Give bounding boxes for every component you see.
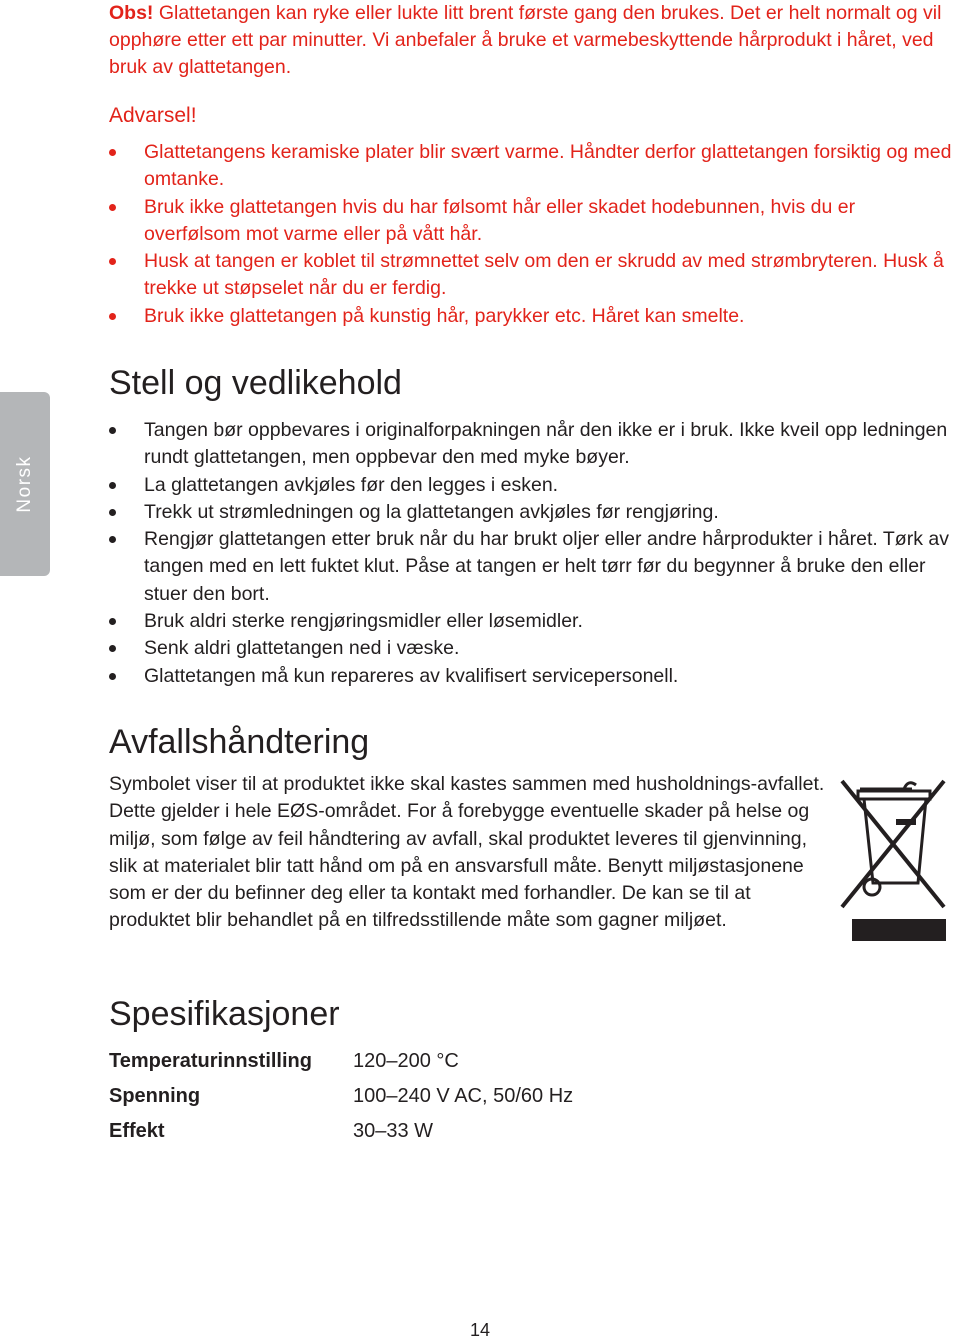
list-item: Tangen bør oppbevares i originalforpakningen når den ikke er i bruk. Ikke kveil opp ledningen rundt glattetangen, men oppbevar den med myke bøyer. xyxy=(109,417,954,472)
spec-label: Temperaturinnstilling xyxy=(109,1050,312,1072)
list-item: Bruk aldri sterke rengjøringsmidler eller løsemidler. xyxy=(109,608,954,635)
crossed-out-wheelie-bin-icon xyxy=(838,775,950,947)
list-item: Husk at tangen er koblet til strømnettet selv om den er skrudd av med strømbryteren. Husk å trekke ut støpselet når du er ferdig. xyxy=(109,248,954,303)
list-item: Bruk ikke glattetangen på kunstig hår, parykker etc. Håret kan smelte. xyxy=(109,303,954,330)
list-item: Glattetangens keramiske plater blir svært varme. Håndter derfor glattetangen forsiktig og med omtanke. xyxy=(109,139,954,194)
spec-label: Spenning xyxy=(109,1085,201,1107)
section-title-disposal: Avfallshåndtering xyxy=(109,723,370,761)
warning-title: Advarsel! xyxy=(109,104,197,127)
spec-value: 120–200 °C xyxy=(353,1050,459,1072)
table-row xyxy=(109,1114,573,1149)
spec-value: 30–33 W xyxy=(353,1120,434,1142)
table-row xyxy=(109,1079,573,1114)
disposal-text: Symbolet viser til at produktet ikke skal kastes sammen med husholdnings-avfallet. Dette gjelder i hele EØS-området. For å forebygge eventuelle skader på helse og miljø, som følge av feil håndtering av avfall, skal produktet leveres til gjenvinning, slik at materialet blir tatt hånd om på en ansvarsfull måte. Benytt miljøstasjonene som er der du befinner deg eller ta kontakt med forhandler. De kan se til at produktet blir behandlet på en tilfredsstillende måte som gagner miljøet. xyxy=(109,773,825,932)
list-item: Senk aldri glattetangen ned i væske. xyxy=(109,635,954,662)
spec-value: 100–240 V AC, 50/60 Hz xyxy=(353,1085,574,1107)
language-tab-label: Norsk xyxy=(14,455,35,513)
list-item: Bruk ikke glattetangen hvis du har følsomt hår eller skadet hodebunnen, hvis du er overfølsom mot varme eller på vått hår. xyxy=(109,194,954,249)
note-text: Glattetangen kan ryke eller lukte litt brent første gang den brukes. Det er helt normalt og vil opphøre etter ett par minutter. Vi anbefaler å bruke et varmebeskyttende hårprodukt i håret, ved bruk av glattetangen. xyxy=(109,2,942,78)
list-item: Glattetangen må kun repareres av kvalifisert servicepersonell. xyxy=(109,663,954,690)
list-item: La glattetangen avkjøles før den legges i esken. xyxy=(109,472,954,499)
care-list xyxy=(109,417,954,690)
language-tab xyxy=(0,392,50,576)
note-label: Obs! xyxy=(109,2,154,24)
section-title-specs: Spesifikasjoner xyxy=(109,995,340,1033)
specs-table xyxy=(109,1044,573,1149)
list-item: Trekk ut strømledningen og la glattetangen avkjøles før rengjøring. xyxy=(109,499,954,526)
warning-list xyxy=(109,139,954,330)
table-row xyxy=(109,1044,573,1079)
section-title-care: Stell og vedlikehold xyxy=(109,364,402,402)
spec-label: Effekt xyxy=(109,1120,165,1142)
list-item: Rengjør glattetangen etter bruk når du har brukt oljer eller andre hårprodukter i håret. Tørk av tangen med en lett fuktet klut. Påse at tangen er helt tørr før du begynner å bruke den eller stuer den bort. xyxy=(109,526,954,608)
intro-note xyxy=(109,0,954,81)
page-number: 14 xyxy=(469,1320,491,1340)
